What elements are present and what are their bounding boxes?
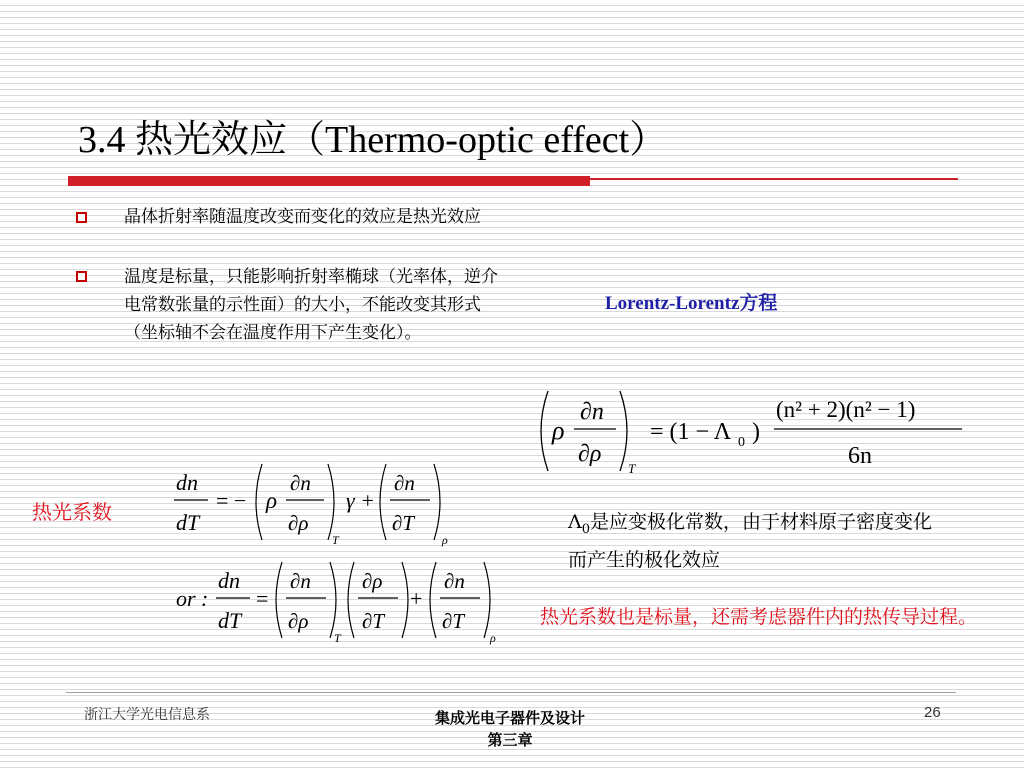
eq2-dn: dn xyxy=(218,568,240,593)
title-underline-thick xyxy=(68,176,590,186)
footer-chapter: 第三章 xyxy=(487,731,533,749)
eq-rho: ρ xyxy=(552,416,565,445)
bullet-text-1: 晶体折射率随温度改变而变化的效应是热光效应 xyxy=(124,207,481,227)
lambda-note-text: 是应变极化常数，由于材料原子密度变化而产生的极化效应 xyxy=(568,511,933,571)
eq1-partial-T: ∂T xyxy=(392,511,415,535)
eq2-partial-rho: ∂ρ xyxy=(288,609,309,633)
bullet-text-2: 温度是标量，只能影响折射率椭球（光率体，逆介电常数张量的示性面）的大小，不能改变其形式（坐标轴不会在温度作用下产生变化）。 xyxy=(124,267,498,343)
footer-divider xyxy=(66,692,956,693)
title-underline-thin xyxy=(590,178,958,180)
eq-denominator: 6n xyxy=(848,443,872,469)
bullet-icon xyxy=(76,212,87,223)
eq2-partial-T: ∂T xyxy=(362,609,385,633)
eq1-dT: dT xyxy=(176,510,200,535)
eq-partial-n: ∂n xyxy=(580,399,604,425)
thermo-optic-label: 热光系数 xyxy=(32,500,112,524)
eq-sub0: 0 xyxy=(738,435,745,450)
eq2-sub-T: T xyxy=(334,631,341,645)
lorentz-label: Lorentz-Lorentz方程 xyxy=(605,293,778,314)
footer-course-title: 集成光电子器件及设计 xyxy=(434,709,585,727)
eq-close: ) xyxy=(752,419,760,445)
eq2-partial-rho2: ∂ρ xyxy=(362,569,383,593)
eq2-partial-n2: ∂n xyxy=(444,569,465,593)
eq-partial-rho: ∂ρ xyxy=(578,441,602,467)
thermo-equation-2 xyxy=(170,558,510,650)
lorentz-equation xyxy=(530,385,970,485)
eq1-partial-n: ∂n xyxy=(290,471,311,495)
lambda-note xyxy=(568,507,948,575)
eq2-partial-T2: ∂T xyxy=(442,609,465,633)
eq2-sub-rho: ρ xyxy=(490,631,496,645)
eq2-partial-n: ∂n xyxy=(290,569,311,593)
page-number: 26 xyxy=(924,704,941,721)
eq1-eq-minus: = − xyxy=(216,488,247,513)
eq1-sub-rho: ρ xyxy=(442,533,448,547)
eq-rhs: = (1 − Λ xyxy=(650,419,732,445)
eq1-dn: dn xyxy=(176,470,198,495)
eq1-sub-T: T xyxy=(332,533,339,547)
bullet-icon xyxy=(76,271,87,282)
thermo-note: 热光系数也是标量，还需考虑器件内的热传导过程。 xyxy=(540,606,978,628)
footer-department: 浙江大学光电信息系 xyxy=(84,707,210,723)
thermo-equation-1 xyxy=(170,460,470,552)
lambda-symbol: Λ xyxy=(568,511,582,533)
eq-sub-T: T xyxy=(628,461,636,476)
eq2-or: or : xyxy=(176,586,209,611)
eq1-partial-n2: ∂n xyxy=(394,471,415,495)
eq2-eq: = xyxy=(256,586,269,611)
eq2-dT: dT xyxy=(218,608,242,633)
lambda-subscript: 0 xyxy=(581,521,591,537)
eq1-gamma-plus: γ + xyxy=(346,488,376,513)
eq-numerator: (n² + 2)(n² − 1) xyxy=(776,397,916,422)
eq1-partial-rho: ∂ρ xyxy=(288,511,309,535)
footer-course xyxy=(400,707,620,751)
slide-title: 3.4 热光效应（Thermo-optic effect） xyxy=(78,119,668,161)
eq2-plus: + xyxy=(410,586,423,611)
eq1-rho: ρ xyxy=(266,488,278,513)
